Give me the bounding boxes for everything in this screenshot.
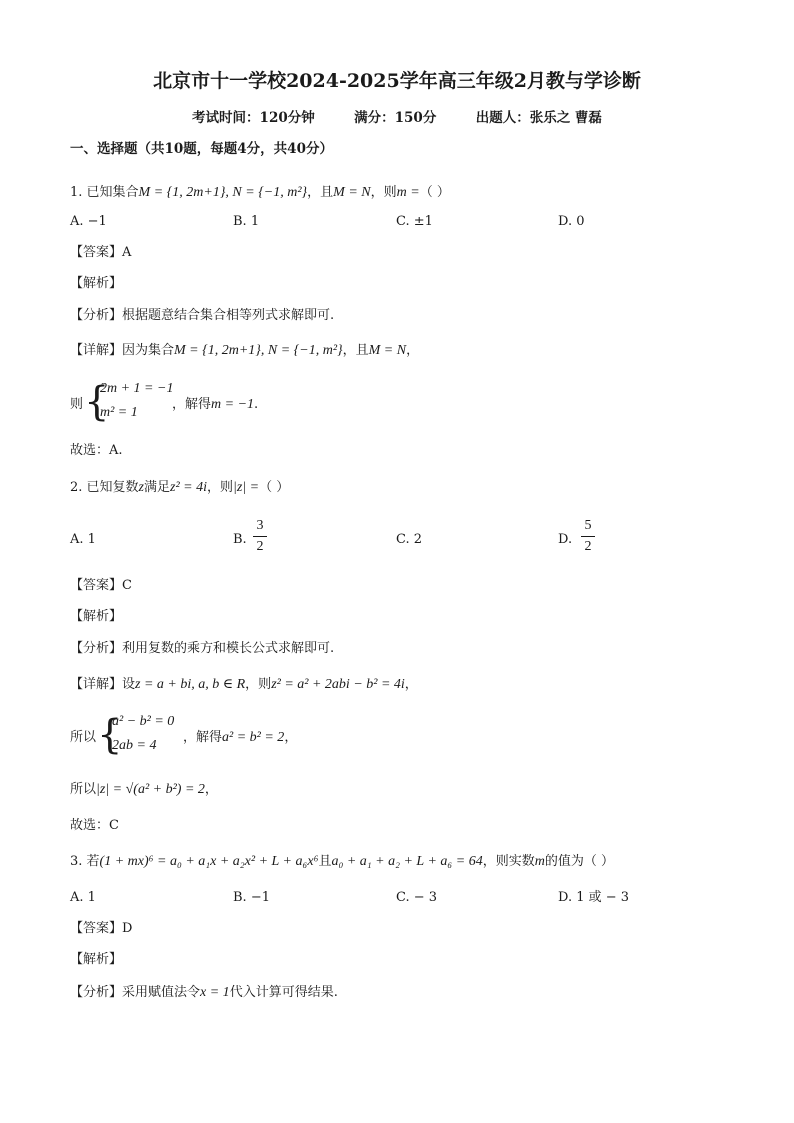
question-3-stem: 3. 若(1 + mx)⁶ = a₀ + a₁x + a₂x² + L + a₆x⁶且a₀ + a₁ + a₂ + L + a₆ = 64，则实数m的值为（ ） <box>70 854 615 869</box>
q1-detail: 【详解】因为集合M = {1, 2m+1}, N = {−1, m²}，且M = N， <box>70 343 420 358</box>
q2-option-d-fraction: 5 2 <box>581 518 595 555</box>
q2-answer: 【答案】C <box>70 578 132 593</box>
exam-score: 满分：150分 <box>354 110 437 126</box>
q1-analysis-heading: 【解析】 <box>70 276 123 291</box>
q2-modulus: 所以|z| = √(a² + b²) = 2， <box>70 782 218 797</box>
q2-analysis-heading: 【解析】 <box>70 609 123 624</box>
q1-answer: 【答案】A <box>70 245 132 260</box>
q3-analysis-heading: 【解析】 <box>70 952 123 967</box>
q3-option-b: B. −1 <box>233 890 270 905</box>
q1-option-a: A. −1 <box>70 214 107 229</box>
q1-then: 则 <box>70 397 84 412</box>
q3-analysis: 【分析】采用赋值法令x = 1代入计算可得结果. <box>70 985 338 1000</box>
exam-info <box>0 108 794 128</box>
exam-author: 出题人：张乐之 曹磊 <box>475 110 602 126</box>
q2-analysis: 【分析】利用复数的乘方和模长公式求解即可. <box>70 641 335 656</box>
section-heading: 一、选择题（共10题，每题4分，共40分） <box>70 141 333 157</box>
q1-system-eq1: 2m + 1 = −1 <box>100 381 174 396</box>
q3-answer: 【答案】D <box>70 921 133 936</box>
q2-system-eq1: a² − b² = 0 <box>112 714 175 729</box>
q2-choose: 故选：C <box>70 818 119 833</box>
q2-so: 所以 <box>70 730 97 745</box>
q2-system-eq2: 2ab = 4 <box>112 738 157 753</box>
q2-option-c: C. 2 <box>396 532 423 547</box>
q2-option-b-label: B. <box>233 532 247 547</box>
q1-option-d: D. 0 <box>558 214 585 229</box>
q2-option-b-fraction: 3 2 <box>253 518 267 555</box>
q1-choose: 故选：A. <box>70 443 123 458</box>
q2-option-d-label: D. <box>558 532 573 547</box>
page-title: 北京市十一学校2024-2025学年高三年级2月教与学诊断 <box>153 70 641 92</box>
q2-detail: 【详解】设z = a + bi, a, b ∈ R，则z² = a² + 2abi − b² = 4i， <box>70 677 418 692</box>
question-1-stem: 1. 已知集合M = {1, 2m+1}, N = {−1, m²}，且M = N，则m =（ ） <box>70 185 450 200</box>
q2-option-a: A. 1 <box>70 532 96 547</box>
q1-option-c: C. ±1 <box>396 214 433 229</box>
q2-solve: ，解得a² = b² = 2， <box>183 730 298 745</box>
q1-system-eq2: m² = 1 <box>100 405 138 420</box>
brace-icon: { <box>84 379 110 425</box>
q1-option-b: B. 1 <box>233 214 260 229</box>
q3-option-a: A. 1 <box>70 890 96 905</box>
exam-time: 考试时间：120分钟 <box>192 110 315 126</box>
q3-option-d: D. 1 或 − 3 <box>558 890 630 905</box>
question-2-stem: 2. 已知复数z满足z² = 4i，则|z| =（ ） <box>70 480 290 495</box>
q1-analysis: 【分析】根据题意结合集合相等列式求解即可. <box>70 308 335 323</box>
q3-option-c: C. − 3 <box>396 890 438 905</box>
brace-icon: { <box>97 712 123 758</box>
q1-solve: ，解得m = −1. <box>172 397 259 412</box>
